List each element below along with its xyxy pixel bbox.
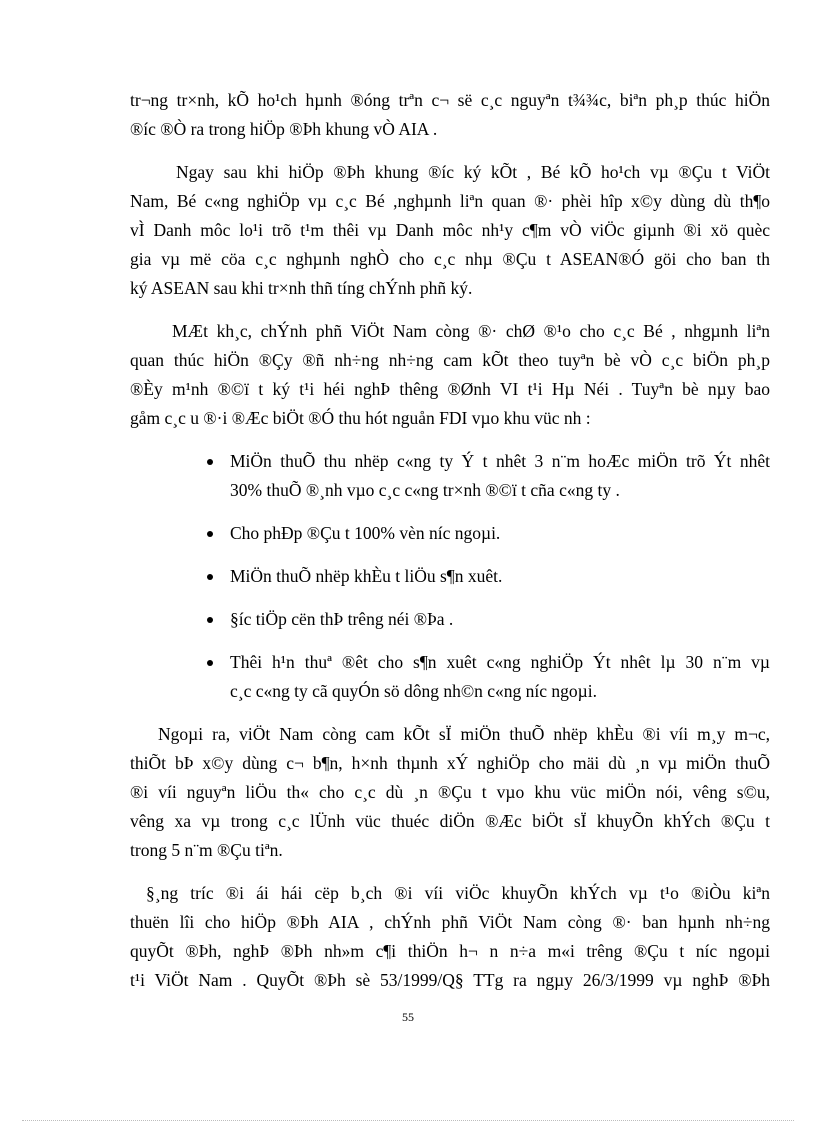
bullet-5-line2: c¸c c«ng ty cã quyÓn sö dông nh©n c«ng níc ngoµi. xyxy=(230,681,597,701)
para2-line4: gia vµ më cöa c¸c nghµnh nghÒ cho c¸c nhµ ®Çu t ASEAN®Ó göi cho ban th xyxy=(130,249,770,269)
para4-line1: Ngoµi ra, viÖt Nam còng cam kÕt sÏ miÖn thuÕ nhëp khÈu ®i víi m¸y m¬c, xyxy=(158,724,770,744)
para1-line1: tr¬ng tr×nh, kÕ ho¹ch hµnh ®óng trªn c¬ së c¸c nguyªn t¾¾c, biªn ph¸p thúc hiÖn xyxy=(130,90,770,110)
bullet-icon xyxy=(207,531,213,537)
para4-line5: trong 5 n¨m ®Çu tiªn. xyxy=(130,840,283,860)
bullet-3-line1: MiÖn thuÕ nhëp khÈu t liÖu s¶n xuêt. xyxy=(230,566,503,586)
para2-line5: ký ASEAN sau khi tr×nh thñ tíng chÝnh phñ ký. xyxy=(130,278,473,298)
para3-line3: ®Èy m¹nh ®©ï t ký t¹i héi nghÞ thêng ®Ønh VI t¹i Hµ Néi . Tuyªn bè nµy bao xyxy=(130,379,770,399)
para3-line4: gåm c¸c u ®·i ®Æc biÖt ®Ó thu hót nguån FDI vµo khu vüc nh : xyxy=(130,408,591,428)
para3-line2: quan thúc hiÖn ®Çy ®ñ nh÷ng nh÷ng cam kÕt theo tuyªn bè vÒ c¸c biÖn ph¸p xyxy=(130,350,770,370)
bullet-icon xyxy=(207,574,213,580)
para4-line3: ®i víi nguyªn liÖu th« cho c¸c dù ¸n ®Çu t vµo khu vüc miÖn nói, vêng s©u, xyxy=(130,782,770,802)
page-bottom-divider xyxy=(22,1120,794,1121)
bullet-icon xyxy=(207,459,213,465)
para5-line4: t¹i ViÖt Nam . QuyÕt ®Þh sè 53/1999/Q§ TTg ra ngµy 26/3/1999 vµ nghÞ ®Þh xyxy=(130,970,770,990)
bullet-1-line1: MiÖn thuÕ thu nhëp c«ng ty Ý t nhêt 3 n¨m hoÆc miÖn trõ Ýt nhêt xyxy=(230,451,770,471)
para2-line1: Ngay sau khi hiÖp ®Þh khung ®íc ký kÕt , Bé kÕ ho¹ch vµ ®Çu t ViÖt xyxy=(176,162,770,182)
para1-line2: ®íc ®Ò ra trong hiÖp ®Þh khung vÒ AIA . xyxy=(130,119,438,139)
para5-line3: quyÕt ®Þh, nghÞ ®Þh nh»m c¶i thiÖn h¬ n n÷a m«i trêng ®Çu t níc ngoµi xyxy=(130,941,770,961)
bullet-icon xyxy=(207,617,213,623)
bullet-5-line1: Thêi h¹n thuª ®êt cho s¶n xuêt c«ng nghiÖp Ýt nhêt lµ 30 n¨m vµ xyxy=(230,652,770,672)
bullet-item xyxy=(130,447,770,505)
para2-line3: vÌ Danh môc lo¹i trõ t¹m thêi vµ Danh môc nh¹y c¶m vÒ viÖc giµnh ®i xö quèc xyxy=(130,220,770,240)
para2-line2: Nam, Bé c«ng nghiÖp vµ c¸c Bé ,nghµnh liªn quan ®· phèi hîp x©y dùng dù th¶o xyxy=(130,191,770,211)
bullet-item xyxy=(130,605,770,634)
bullet-item xyxy=(130,648,770,706)
bullet-list xyxy=(130,447,770,706)
bullet-1-line2: 30% thuÕ ®¸nh vµo c¸c c«ng tr×nh ®©ï t cña c«ng ty . xyxy=(230,480,620,500)
para4-line2: thiÕt bÞ x©y dùng c¬ b¶n, h×nh thµnh xÝ nghiÖp cho mäi dù ¸n vµ miÖn thuÕ xyxy=(130,753,770,773)
bullet-icon xyxy=(207,660,213,666)
para4-line4: vêng xa vµ trong c¸c lÜnh vüc thuéc diÖn ®Æc biÖt sÏ khuyÕn khÝch ®Çu t xyxy=(130,811,770,831)
para3-line1: MÆt kh¸c, chÝnh phñ ViÖt Nam còng ®· chØ ®¹o cho c¸c Bé , nhgµnh liªn xyxy=(172,321,770,341)
bullet-2-line1: Cho phÐp ®Çu t 100% vèn níc ngoµi. xyxy=(230,523,501,543)
page-number: 55 xyxy=(402,1010,414,1024)
bullet-item xyxy=(130,519,770,548)
bullet-item xyxy=(130,562,770,591)
para5-line1: §¸ng tríc ®i ái hái cëp b¸ch ®i víi viÖc khuyÕn khÝch vµ t¹o ®iÒu kiªn xyxy=(146,883,770,903)
body-text xyxy=(130,86,770,995)
bullet-4-line1: §íc tiÖp cën thÞ trêng néi ®Þa . xyxy=(230,609,454,629)
para5-line2: thuën lîi cho hiÖp ®Þh AIA , chÝnh phñ ViÖt Nam còng ®· ban hµnh nh÷ng xyxy=(130,912,770,932)
